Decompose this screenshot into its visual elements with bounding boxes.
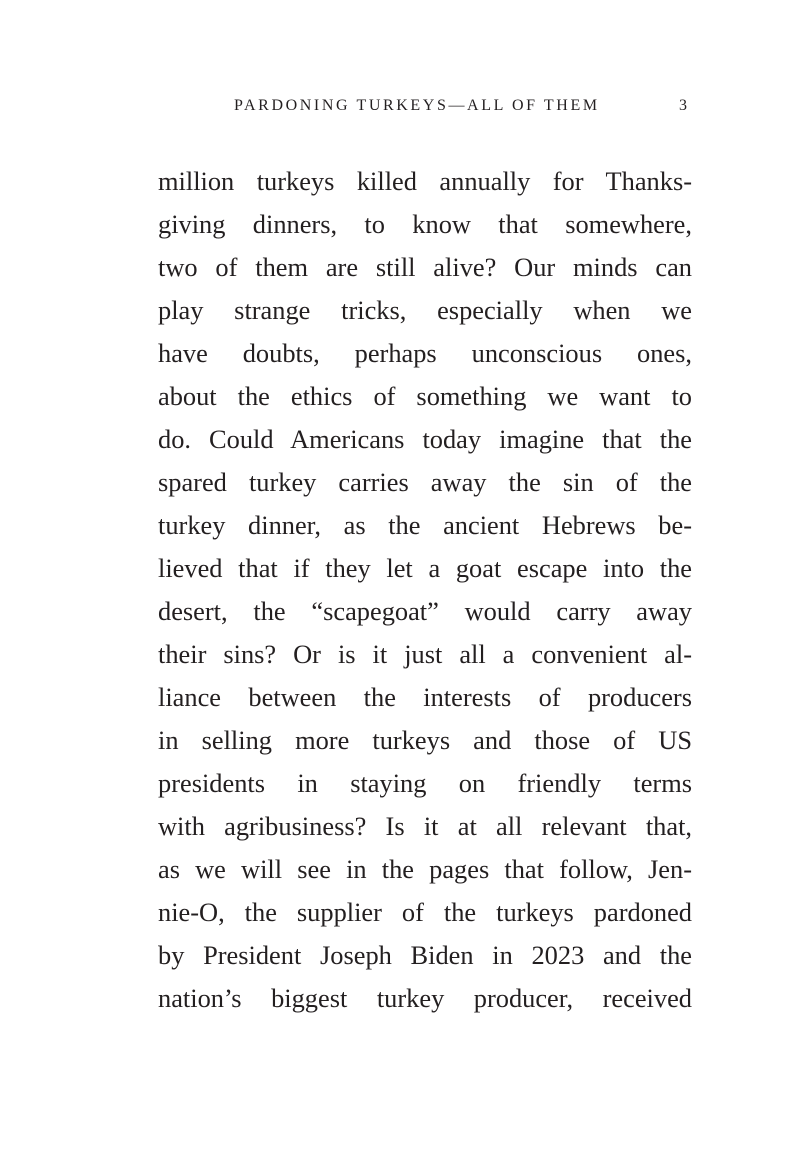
text-line: by President Joseph Biden in 2023 and the — [158, 940, 692, 970]
text-line: million turkeys killed annually for Thanks- — [158, 166, 692, 196]
text-line: their sins? Or is it just all a convenient al- — [158, 639, 692, 669]
text-line: presidents in staying on friendly terms — [158, 768, 692, 798]
text-line: lieved that if they let a goat escape into the — [158, 553, 692, 583]
text-line: nation’s biggest turkey producer, received — [158, 983, 692, 1013]
page-number: 3 — [679, 97, 690, 114]
running-title: PARDONING TURKEYS—ALL OF THEM — [234, 97, 600, 114]
text-line: giving dinners, to know that somewhere, — [158, 209, 692, 239]
text-line: have doubts, perhaps unconscious ones, — [158, 338, 692, 368]
text-line: in selling more turkeys and those of US — [158, 725, 692, 755]
body-text — [158, 160, 692, 1020]
text-line: nie-O, the supplier of the turkeys pardoned — [158, 897, 692, 927]
text-line: spared turkey carries away the sin of the — [158, 467, 692, 497]
text-line: liance between the interests of producers — [158, 682, 692, 712]
text-line: play strange tricks, especially when we — [158, 295, 692, 325]
text-line: with agribusiness? Is it at all relevant that, — [158, 811, 692, 841]
text-line: two of them are still alive? Our minds can — [158, 252, 692, 282]
running-head — [234, 94, 692, 118]
text-line: desert, the “scapegoat” would carry away — [158, 596, 692, 626]
text-line: as we will see in the pages that follow, Jen- — [158, 854, 692, 884]
text-line: about the ethics of something we want to — [158, 381, 692, 411]
text-line: do. Could Americans today imagine that the — [158, 424, 692, 454]
text-line: turkey dinner, as the ancient Hebrews be- — [158, 510, 692, 540]
